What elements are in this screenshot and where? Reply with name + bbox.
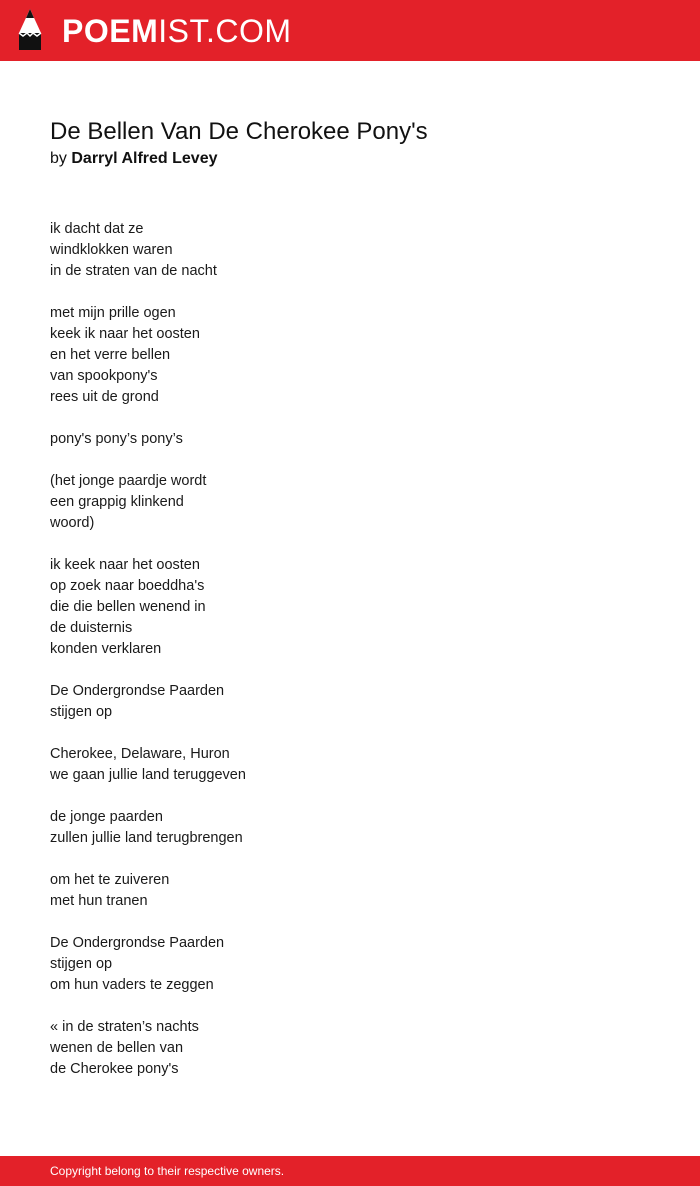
poem-line: van spookpony's <box>50 368 158 384</box>
poem-line: woord) <box>50 515 95 531</box>
poem-line: op zoek naar boeddha's <box>50 578 205 594</box>
poem-line: een grappig klinkend <box>50 494 184 510</box>
poem-line: (het jonge paardje wordt <box>50 473 207 489</box>
poem-line: stijgen op <box>50 704 113 720</box>
poem-line: Cherokee, Delaware, Huron <box>50 746 230 762</box>
poem-line: met mijn prille ogen <box>50 305 176 321</box>
poem-stanza <box>50 870 650 912</box>
poem-stanza <box>50 681 650 723</box>
poem-line: stijgen op <box>50 956 113 972</box>
poem-line: in de straten van de nacht <box>50 263 217 279</box>
poem-line: de Cherokee pony's <box>50 1061 179 1077</box>
poem-stanza <box>50 429 650 450</box>
poem-line: om hun vaders te zeggen <box>50 977 214 993</box>
poem-line: die die bellen wenend in <box>50 599 206 615</box>
site-logo-text <box>62 11 292 51</box>
poem-line: De Ondergrondse Paarden <box>50 683 225 699</box>
poem-line: « in de straten’s nachts <box>50 1019 199 1035</box>
poem-line: konden verklaren <box>50 641 162 657</box>
poem-line: om het te zuiveren <box>50 872 170 888</box>
copyright-text: Copyright belong to their respective owners. <box>50 1164 285 1178</box>
poem-line: de jonge paarden <box>50 809 163 825</box>
poem-line: en het verre bellen <box>50 347 171 363</box>
pencil-icon <box>17 9 43 51</box>
footer-bar <box>0 1156 700 1186</box>
poem-stanza <box>50 744 650 786</box>
by-label: by <box>50 150 67 167</box>
logo-rest-part: IST.COM <box>158 13 292 49</box>
poem-line: ik dacht dat ze <box>50 221 144 237</box>
poem-title: De Bellen Van De Cherokee Pony's <box>50 118 428 145</box>
poem-line: zullen jullie land terugbrengen <box>50 830 243 846</box>
poem-line: ik keek naar het oosten <box>50 557 200 573</box>
poem-line: de duisternis <box>50 620 133 636</box>
poem-stanza <box>50 471 650 534</box>
byline <box>50 148 218 170</box>
poem-line: wenen de bellen van <box>50 1040 184 1056</box>
poem-stanza <box>50 807 650 849</box>
poem-stanza <box>50 303 650 408</box>
poem-line: De Ondergrondse Paarden <box>50 935 225 951</box>
poem-line: rees uit de grond <box>50 389 159 405</box>
poem-stanza <box>50 933 650 996</box>
poem-stanza <box>50 555 650 660</box>
poem-line: we gaan jullie land teruggeven <box>50 767 246 783</box>
poem-line: windklokken waren <box>50 242 173 258</box>
author-link[interactable]: Darryl Alfred Levey <box>71 150 218 167</box>
top-header-bar <box>0 0 700 61</box>
poem-body <box>50 219 650 1101</box>
logo-bold-part: POEM <box>62 13 159 49</box>
poem-stanza <box>50 1017 650 1080</box>
poem-line: pony's pony’s pony’s <box>50 431 183 447</box>
poem-line: met hun tranen <box>50 893 148 909</box>
poem-stanza <box>50 219 650 282</box>
poem-line: keek ik naar het oosten <box>50 326 200 342</box>
